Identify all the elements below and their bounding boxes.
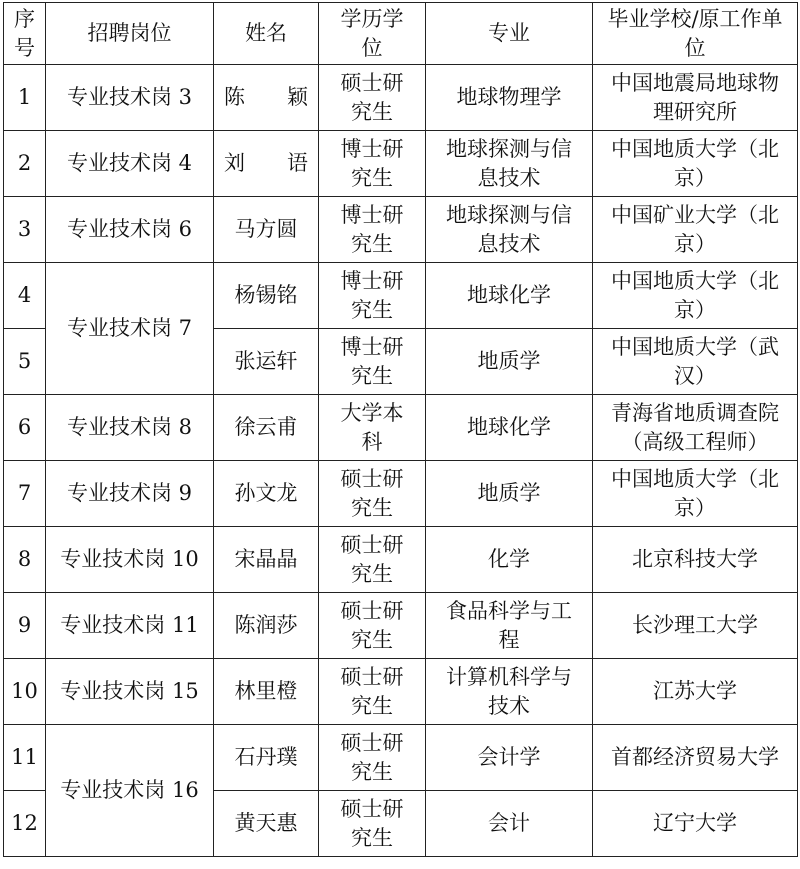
table-row — [4, 461, 798, 527]
cell-major: 会计 — [426, 791, 593, 857]
cell-school: 中国地质大学（武汉） — [593, 329, 798, 395]
cell-name: 杨锡铭 — [214, 263, 319, 329]
table-row — [4, 527, 798, 593]
header-education: 学历学位 — [319, 3, 426, 65]
table-row — [4, 263, 798, 329]
cell-education: 大学本科 — [319, 395, 426, 461]
table-row — [4, 659, 798, 725]
cell-school: 北京科技大学 — [593, 527, 798, 593]
cell-education: 硕士研究生 — [319, 65, 426, 131]
cell-education: 硕士研究生 — [319, 791, 426, 857]
cell-name: 陈润莎 — [214, 593, 319, 659]
cell-index: 6 — [4, 395, 46, 461]
cell-education: 博士研究生 — [319, 329, 426, 395]
cell-major: 地球化学 — [426, 263, 593, 329]
cell-major: 食品科学与工程 — [426, 593, 593, 659]
cell-position: 专业技术岗 10 — [46, 527, 214, 593]
cell-name: 石丹璞 — [214, 725, 319, 791]
cell-major: 地质学 — [426, 329, 593, 395]
table-row — [4, 593, 798, 659]
cell-school: 辽宁大学 — [593, 791, 798, 857]
header-major: 专业 — [426, 3, 593, 65]
cell-major: 会计学 — [426, 725, 593, 791]
cell-school: 首都经济贸易大学 — [593, 725, 798, 791]
cell-index: 12 — [4, 791, 46, 857]
cell-index: 7 — [4, 461, 46, 527]
cell-name: 张运轩 — [214, 329, 319, 395]
cell-education: 博士研究生 — [319, 197, 426, 263]
cell-position: 专业技术岗 6 — [46, 197, 214, 263]
cell-name: 宋晶晶 — [214, 527, 319, 593]
cell-name: 黄天惠 — [214, 791, 319, 857]
table-row — [4, 131, 798, 197]
cell-major: 地球探测与信息技术 — [426, 131, 593, 197]
cell-index: 11 — [4, 725, 46, 791]
table-row — [4, 395, 798, 461]
header-position: 招聘岗位 — [46, 3, 214, 65]
cell-education: 硕士研究生 — [319, 725, 426, 791]
cell-education: 硕士研究生 — [319, 461, 426, 527]
cell-name: 徐云甫 — [214, 395, 319, 461]
cell-index: 3 — [4, 197, 46, 263]
cell-education: 硕士研究生 — [319, 659, 426, 725]
cell-index: 9 — [4, 593, 46, 659]
header-school: 毕业学校/原工作单位 — [593, 3, 798, 65]
cell-index: 1 — [4, 65, 46, 131]
cell-name: 孙文龙 — [214, 461, 319, 527]
table-row — [4, 725, 798, 791]
cell-name: 林里橙 — [214, 659, 319, 725]
cell-position: 专业技术岗 8 — [46, 395, 214, 461]
cell-name: 马方圆 — [214, 197, 319, 263]
recruitment-roster-table — [3, 2, 798, 857]
cell-name: 刘 语 — [214, 131, 319, 197]
cell-school: 中国矿业大学（北京） — [593, 197, 798, 263]
cell-position: 专业技术岗 9 — [46, 461, 214, 527]
table-row — [4, 197, 798, 263]
cell-school: 中国地质大学（北京） — [593, 263, 798, 329]
cell-position: 专业技术岗 11 — [46, 593, 214, 659]
cell-major: 地球化学 — [426, 395, 593, 461]
cell-index: 4 — [4, 263, 46, 329]
cell-major: 地球物理学 — [426, 65, 593, 131]
cell-school: 中国地质大学（北京） — [593, 461, 798, 527]
cell-education: 博士研究生 — [319, 263, 426, 329]
header-name: 姓名 — [214, 3, 319, 65]
table-header-row — [4, 3, 798, 65]
table-row — [4, 65, 798, 131]
cell-education: 硕士研究生 — [319, 593, 426, 659]
cell-position: 专业技术岗 4 — [46, 131, 214, 197]
cell-index: 10 — [4, 659, 46, 725]
cell-major: 化学 — [426, 527, 593, 593]
cell-school: 中国地震局地球物理研究所 — [593, 65, 798, 131]
cell-index: 2 — [4, 131, 46, 197]
cell-major: 地质学 — [426, 461, 593, 527]
cell-position: 专业技术岗 3 — [46, 65, 214, 131]
cell-school: 江苏大学 — [593, 659, 798, 725]
cell-position: 专业技术岗 7 — [46, 263, 214, 395]
cell-education: 硕士研究生 — [319, 527, 426, 593]
cell-school: 长沙理工大学 — [593, 593, 798, 659]
cell-index: 5 — [4, 329, 46, 395]
cell-school: 青海省地质调查院（高级工程师） — [593, 395, 798, 461]
cell-index: 8 — [4, 527, 46, 593]
cell-position: 专业技术岗 16 — [46, 725, 214, 857]
header-index: 序号 — [4, 3, 46, 65]
cell-school: 中国地质大学（北京） — [593, 131, 798, 197]
cell-major: 计算机科学与技术 — [426, 659, 593, 725]
cell-name: 陈 颖 — [214, 65, 319, 131]
cell-major: 地球探测与信息技术 — [426, 197, 593, 263]
cell-position: 专业技术岗 15 — [46, 659, 214, 725]
cell-education: 博士研究生 — [319, 131, 426, 197]
